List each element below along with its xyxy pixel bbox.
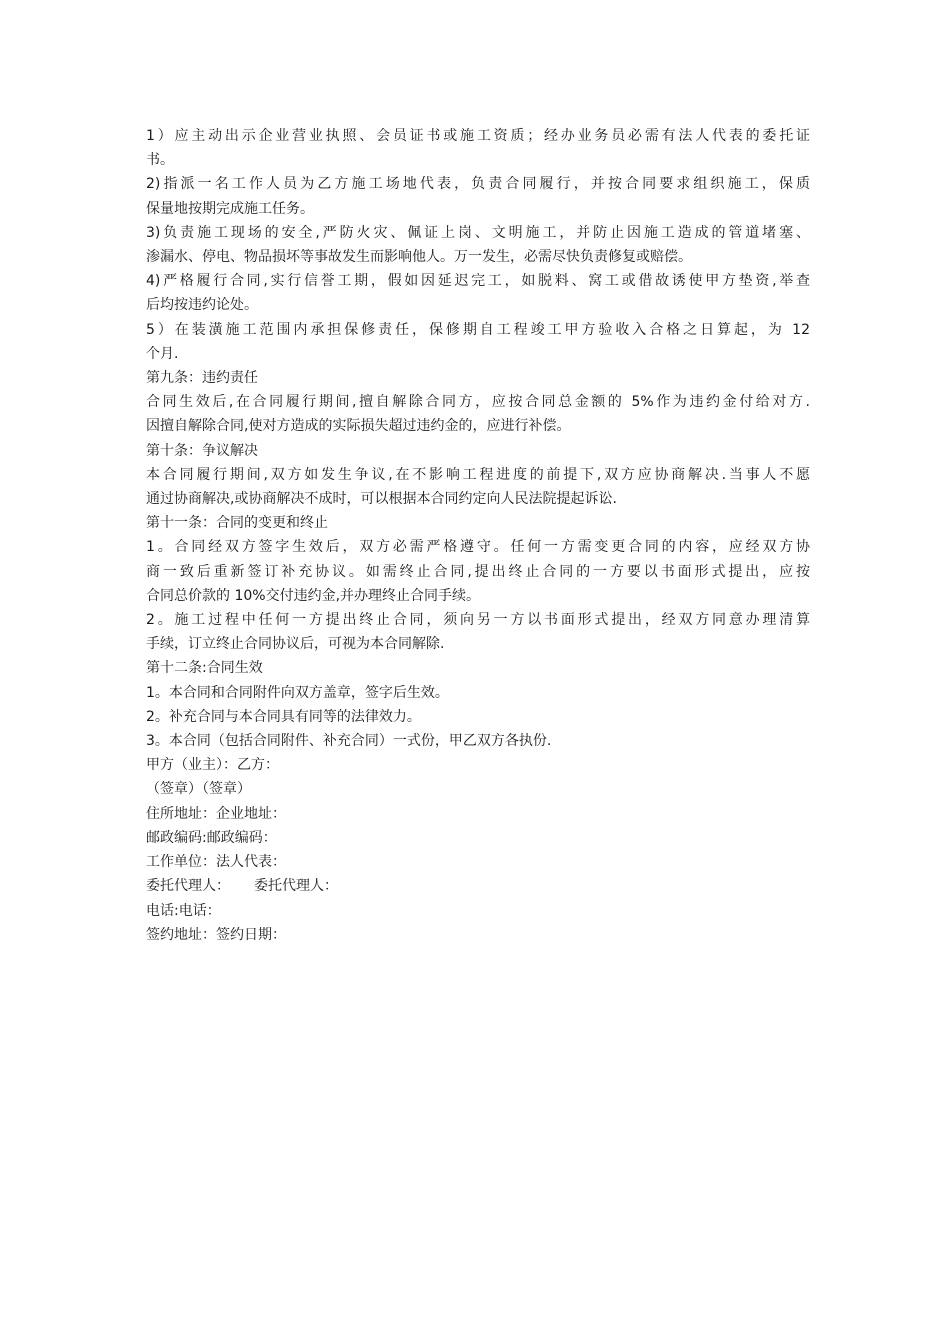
clause-5-line-1: 5）在装潢施工范围内承担保修责任，保修期自工程竣工甲方验收入合格之日算起，为 12 [146,321,810,338]
signature-seal-line: （签章）（签章） [146,781,251,798]
signature-sign-line: 签约地址：签约日期： [146,926,286,943]
signature-postcode-line: 邮政编码:邮政编码： [146,829,277,846]
signature-address-line: 住所地址：企业地址： [146,805,286,822]
article-10-heading: 第十条：争议解决 [146,442,258,459]
article-11-item-1 [146,535,810,608]
signature-phone-line: 电话:电话： [146,902,221,919]
clause-5-line-2: 个月. [146,345,179,362]
article-12-item-1: 1。本合同和合同附件向双方盖章，签字后生效。 [146,684,449,701]
article-12-heading: 第十二条:合同生效 [146,660,263,677]
article-10-line-2: 通过协商解决,或协商解决不成时，可以根据本合同约定向人民法院提起诉讼. [146,491,617,508]
clause-4 [146,269,810,317]
article-12-item-3: 3。本合同（包括合同附件、补充合同）一式份，甲乙双方各执份. [146,733,552,750]
clause-3-line-2: 渗漏水、停电、物品损坏等事故发生而影响他人。万一发生，必需尽快负责修复或赔偿。 [146,249,692,266]
signature-agent-line [146,874,810,898]
clause-1-line-1: 1）应主动出示企业营业执照、会员证书或施工资质；经办业务员必需有法人代表的委托证 [146,128,810,144]
article-10-line-1: 本合同履行期间,双方如发生争议,在不影响工程进度的前提下,双方应协商解决.当事人不愿 [146,466,810,483]
signature-party-line: 甲方（业主）：乙方： [146,757,279,774]
signature-agent-left: 委托代理人： [146,878,230,895]
clause-3-line-1: 3)负责施工现场的安全,严防火灾、佩证上岗、文明施工，并防止因施工造成的管道堵塞、 [146,224,810,241]
clause-2-line-1: 2)指派一名工作人员为乙方施工场地代表，负责合同履行，并按合同要求组织施工，保质 [146,176,810,193]
article-12-item-2: 2。补充合同与本合同具有同等的法律效力。 [146,708,421,725]
clause-2-line-2: 保量地按期完成施工任务。 [146,200,314,217]
article-9-text [146,390,810,438]
article-11-item-2-line-2: 手续，订立终止合同协议后，可视为本合同解除. [146,636,445,653]
article-9-heading: 第九条：违约责任 [146,370,258,387]
article-9-line-2: 因擅自解除合同,使对方造成的实际损失超过违约金的，应进行补偿。 [146,418,571,435]
contract-body [146,124,810,947]
clause-1 [146,124,810,172]
signature-work-line: 工作单位：法人代表： [146,854,286,871]
article-11-item-2 [146,608,810,656]
article-11-item-2-line-1: 2。施工过程中任何一方提出终止合同，须向另一方以书面形式提出，经双方同意办理清算 [146,612,810,629]
clause-4-line-2: 后均按违约论处。 [146,297,258,314]
signature-agent-right: 委托代理人： [254,878,338,895]
article-9-line-1: 合同生效后,在合同履行期间,擅自解除合同方，应按合同总金额的 5%作为违约金付给对方. [146,394,810,411]
clause-1-line-2: 书。 [146,152,174,169]
article-11-item-1-line-1: 1。合同经双方签字生效后，双方必需严格遵守。任何一方需变更合同的内容，应经双方协 [146,539,810,556]
clause-4-line-1: 4)严格履行合同,实行信誉工期，假如因延迟完工，如脱料、窝工或借故诱使甲方垫资,举查 [146,273,810,290]
article-10-text [146,463,810,511]
article-11-item-1-line-3: 合同总价款的 10%交付违约金,并办理终止合同手续。 [146,587,481,604]
clause-5 [146,318,810,366]
article-11-item-1-line-2: 商一致后重新签订补充协议。如需终止合同,提出终止合同的一方要以书面形式提出，应按 [146,563,810,580]
clause-2 [146,172,810,220]
article-11-heading: 第十一条：合同的变更和终止 [146,515,328,532]
clause-3 [146,221,810,269]
